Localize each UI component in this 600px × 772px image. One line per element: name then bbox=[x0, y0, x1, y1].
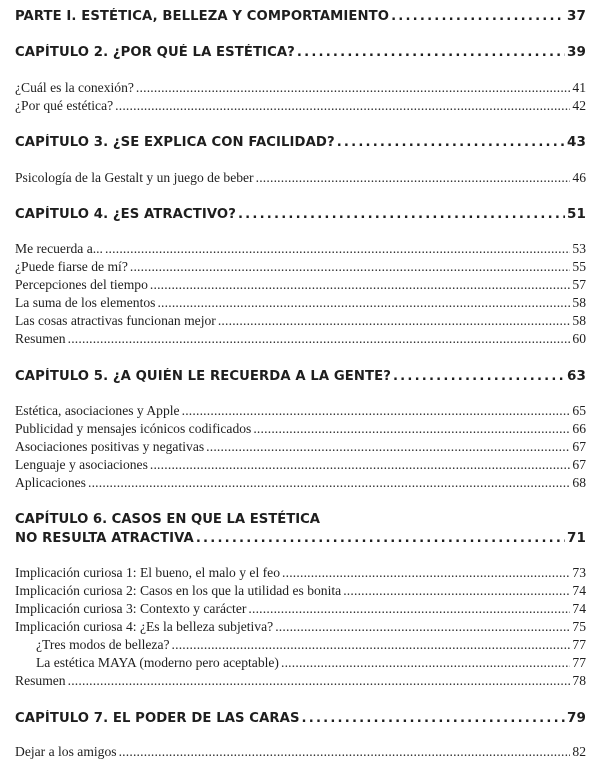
dot-leader bbox=[182, 403, 571, 419]
chapter-title: CAPÍTULO 7. EL PODER DE LAS CARAS bbox=[15, 711, 300, 726]
page-number: 63 bbox=[567, 368, 586, 384]
entry-title: Lenguaje y asociaciones bbox=[15, 457, 148, 472]
dot-leader bbox=[281, 655, 570, 671]
toc-chapter-heading[interactable] bbox=[15, 530, 586, 550]
toc-entry[interactable] bbox=[15, 673, 586, 690]
page-number: 68 bbox=[572, 475, 586, 490]
toc-subentry[interactable] bbox=[36, 637, 586, 654]
page-number: 60 bbox=[572, 331, 586, 346]
entry-title: Resumen bbox=[15, 331, 66, 346]
entry-title: Implicación curiosa 2: Casos en los que la utilidad es bonita bbox=[15, 583, 342, 598]
page-number: 73 bbox=[572, 565, 586, 580]
entry-title: Resumen bbox=[15, 673, 66, 688]
toc-chapter-heading[interactable] bbox=[15, 710, 586, 730]
dot-leader bbox=[68, 673, 571, 689]
page-number: 65 bbox=[572, 403, 586, 418]
page-number: 77 bbox=[572, 637, 586, 652]
entry-title: ¿Puede fiarse de mí? bbox=[15, 259, 128, 274]
toc-part-heading[interactable] bbox=[15, 8, 586, 28]
dot-leader bbox=[150, 277, 571, 293]
page-number: 79 bbox=[567, 710, 586, 726]
dot-leader bbox=[282, 565, 570, 581]
page-number: 67 bbox=[572, 457, 586, 472]
entry-title: ¿Tres modos de belleza? bbox=[36, 637, 170, 652]
page-number: 57 bbox=[572, 277, 586, 292]
chapter-title: CAPÍTULO 3. ¿SE EXPLICA CON FACILIDAD? bbox=[15, 135, 335, 150]
toc-entry[interactable] bbox=[15, 170, 586, 187]
entry-title: Implicación curiosa 1: El bueno, el malo y el feo bbox=[15, 565, 280, 580]
toc-chapter-heading[interactable] bbox=[15, 206, 586, 226]
toc-entry[interactable] bbox=[15, 583, 586, 600]
toc-entry[interactable] bbox=[15, 313, 586, 330]
dot-leader bbox=[196, 531, 565, 546]
page-number: 42 bbox=[572, 98, 586, 113]
page-number: 46 bbox=[572, 170, 586, 185]
entry-title: Implicación curiosa 4: ¿Es la belleza subjetiva? bbox=[15, 619, 274, 634]
entry-title: Asociaciones positivas y negativas bbox=[15, 439, 205, 454]
chapter-title: CAPÍTULO 2. ¿POR QUÉ LA ESTÉTICA? bbox=[15, 45, 295, 60]
toc-entry[interactable] bbox=[15, 331, 586, 348]
entry-title: Estética, asociaciones y Apple bbox=[15, 403, 180, 418]
dot-leader bbox=[393, 369, 565, 384]
page-number: 41 bbox=[572, 80, 586, 95]
entry-title: ¿Cuál es la conexión? bbox=[15, 80, 134, 95]
dot-leader bbox=[172, 637, 571, 653]
page-number: 78 bbox=[572, 673, 586, 688]
entry-title: ¿Por qué estética? bbox=[15, 98, 114, 113]
entry-title: Implicación curiosa 3: Contexto y carácter bbox=[15, 601, 247, 616]
page-number: 82 bbox=[572, 744, 586, 759]
dot-leader bbox=[337, 135, 565, 150]
toc-entry[interactable] bbox=[15, 98, 586, 115]
page-number: 39 bbox=[567, 44, 586, 60]
dot-leader bbox=[302, 711, 565, 726]
entry-title: La suma de los elementos bbox=[15, 295, 156, 310]
dot-leader bbox=[130, 259, 571, 275]
dot-leader bbox=[256, 170, 571, 186]
page-number: 53 bbox=[572, 241, 586, 256]
toc-entry[interactable] bbox=[15, 457, 586, 474]
page-number: 58 bbox=[572, 313, 586, 328]
dot-leader bbox=[275, 619, 570, 635]
dot-leader bbox=[248, 601, 570, 617]
chapter-title: CAPÍTULO 5. ¿A QUIÉN LE RECUERDA A LA GENTE? bbox=[15, 369, 391, 384]
part-title: PARTE I. ESTÉTICA, BELLEZA Y COMPORTAMIENTO bbox=[15, 9, 390, 24]
toc-entry[interactable] bbox=[15, 619, 586, 636]
toc-entry[interactable] bbox=[15, 403, 586, 420]
toc-entry[interactable] bbox=[15, 565, 586, 582]
page-number: 75 bbox=[572, 619, 586, 634]
toc-entry[interactable] bbox=[15, 475, 586, 492]
page-number: 74 bbox=[572, 583, 586, 598]
toc-chapter-heading[interactable] bbox=[15, 368, 586, 388]
page-number: 58 bbox=[572, 295, 586, 310]
dot-leader bbox=[157, 295, 570, 311]
page-number: 37 bbox=[567, 8, 586, 24]
toc-entry[interactable] bbox=[15, 439, 586, 456]
dot-leader bbox=[68, 331, 571, 347]
dot-leader bbox=[343, 583, 570, 599]
entry-title: Las cosas atractivas funcionan mejor bbox=[15, 313, 216, 328]
page-number: 71 bbox=[567, 530, 586, 546]
dot-leader bbox=[136, 80, 571, 96]
toc-entry[interactable] bbox=[15, 241, 586, 258]
dot-leader bbox=[253, 421, 570, 437]
toc-entry[interactable] bbox=[15, 744, 586, 761]
entry-title: Percepciones del tiempo bbox=[15, 277, 148, 292]
toc-entry[interactable] bbox=[15, 295, 586, 312]
toc-chapter-heading[interactable] bbox=[15, 44, 586, 64]
chapter-title-line2: NO RESULTA ATRACTIVA bbox=[15, 531, 194, 546]
page-number: 74 bbox=[572, 601, 586, 616]
page-number: 77 bbox=[572, 655, 586, 670]
dot-leader bbox=[238, 207, 565, 222]
entry-title: Dejar a los amigos bbox=[15, 744, 117, 759]
toc-entry[interactable] bbox=[15, 421, 586, 438]
entry-title: Aplicaciones bbox=[15, 475, 86, 490]
entry-title: La estética MAYA (moderno pero aceptable) bbox=[36, 655, 279, 670]
dot-leader bbox=[218, 313, 571, 329]
toc-subentry[interactable] bbox=[36, 655, 586, 672]
page-number: 51 bbox=[567, 206, 586, 222]
dot-leader bbox=[105, 241, 570, 257]
dot-leader bbox=[119, 744, 571, 760]
dot-leader bbox=[88, 475, 570, 491]
toc-entry[interactable] bbox=[15, 80, 586, 97]
page-number: 67 bbox=[572, 439, 586, 454]
page-number: 43 bbox=[567, 134, 586, 150]
page-number: 55 bbox=[572, 259, 586, 274]
chapter-title-line1[interactable]: CAPÍTULO 6. CASOS EN QUE LA ESTÉTICA bbox=[15, 512, 321, 527]
chapter-title: CAPÍTULO 4. ¿ES ATRACTIVO? bbox=[15, 207, 236, 222]
toc-entry[interactable] bbox=[15, 259, 586, 276]
dot-leader bbox=[206, 439, 570, 455]
toc-chapter-heading[interactable] bbox=[15, 134, 586, 154]
page-number: 66 bbox=[572, 421, 586, 436]
dot-leader bbox=[297, 45, 565, 60]
dot-leader bbox=[115, 98, 570, 114]
entry-title: Me recuerda a... bbox=[15, 241, 103, 256]
toc-entry[interactable] bbox=[15, 601, 586, 618]
entry-title: Psicología de la Gestalt y un juego de beber bbox=[15, 170, 254, 185]
toc-entry[interactable] bbox=[15, 277, 586, 294]
entry-title: Publicidad y mensajes icónicos codificados bbox=[15, 421, 252, 436]
dot-leader bbox=[150, 457, 571, 473]
dot-leader bbox=[391, 9, 565, 24]
